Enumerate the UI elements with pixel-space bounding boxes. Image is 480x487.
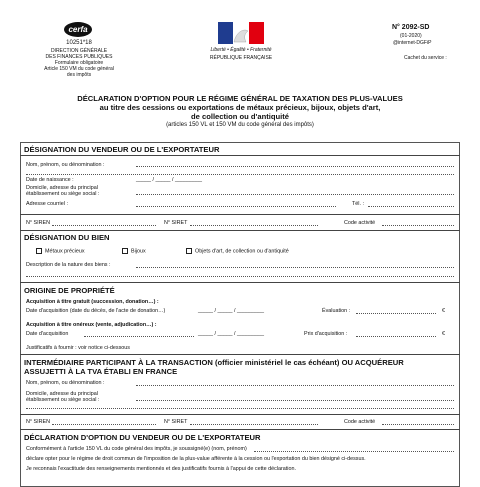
declarant-name-field[interactable] xyxy=(254,451,454,452)
paid-acquisition-title: Acquisition à titre onéreux (vente, adjudication…) : xyxy=(26,322,157,328)
section-origin-heading: ORIGINE DE PROPRIÉTÉ xyxy=(24,286,115,295)
header-line: DIRECTION GÉNÉRALE xyxy=(50,48,108,54)
title-line-4: (articles 150 VL et 150 VM du code général des impôts) xyxy=(166,122,314,128)
euro-sign: € xyxy=(442,331,445,337)
cerfa-logo: cerfa xyxy=(64,22,92,37)
free-acquisition-title: Acquisition à titre gratuit (succession, donation…) : xyxy=(26,299,159,305)
intermediary-heading-line-1: INTERMÉDIAIRE PARTICIPANT À LA TRANSACTION (officier ministériel le cas échéant) OU ACQUÉREUR xyxy=(24,358,404,367)
cachet-label: Cachet du service : xyxy=(404,55,447,61)
seller-siren-field[interactable] xyxy=(52,225,156,226)
intermediary-activity-label: Code activité xyxy=(344,419,376,425)
seller-siret-field[interactable] xyxy=(190,225,318,226)
option-label: Métaux précieux xyxy=(45,248,85,255)
option-jewelry[interactable] xyxy=(122,248,146,254)
address-line-1: Domicile, adresse du principal xyxy=(26,391,98,397)
form-date: (01-2020) xyxy=(400,33,422,39)
marianne-flag-icon xyxy=(218,22,264,44)
paid-date-dots xyxy=(84,336,194,337)
seller-address-field[interactable] xyxy=(136,194,454,195)
seller-tel-field[interactable] xyxy=(368,206,454,207)
euro-sign: € xyxy=(442,308,445,314)
header-line: Formulaire obligatoire xyxy=(54,60,104,66)
checkbox-icon[interactable] xyxy=(186,248,192,254)
intermediary-siren-label: N° SIREN xyxy=(26,419,51,425)
title-line-3: de collection ou d'antiquité xyxy=(191,112,289,121)
seller-birth-label: Date de naissance : xyxy=(26,177,74,183)
intermediary-address-field[interactable] xyxy=(136,400,454,401)
seller-email-field[interactable] xyxy=(136,206,336,207)
section-seller-heading: DÉSIGNATION DU VENDEUR OU DE L'EXPORTATEUR xyxy=(24,145,220,154)
form-number: N° 2092-SD xyxy=(392,24,430,31)
form-title xyxy=(20,94,460,130)
property-desc-field[interactable] xyxy=(136,267,454,268)
header-line: Article 150 VM du code général des impôts xyxy=(44,66,114,78)
justif-note: Justificatifs à fournir : voir notice ci-dessous xyxy=(26,345,130,351)
intermediary-siren-field[interactable] xyxy=(52,424,156,425)
declaration-line-3: Je reconnais l'exactitude des renseignements mentionnés et des justificatifs fournis à l'appui de cette déclaration. xyxy=(26,466,296,472)
section-property-heading: DÉSIGNATION DU BIEN xyxy=(24,233,110,242)
address-line-2: établissement ou siège social : xyxy=(26,397,100,403)
option-art-objects[interactable] xyxy=(186,248,289,254)
republique-label: RÉPUBLIQUE FRANÇAISE xyxy=(209,55,273,61)
section-declaration-heading: DÉCLARATION D'OPTION DU VENDEUR OU DE L'EXPORTATEUR xyxy=(24,433,261,442)
option-precious-metals[interactable] xyxy=(36,248,85,254)
checkbox-icon[interactable] xyxy=(122,248,128,254)
marianne-logo xyxy=(218,22,264,44)
address-line-2: établissement ou siège social : xyxy=(26,191,100,197)
paid-date-label: Date d'acquisition xyxy=(26,331,69,337)
checkbox-icon[interactable] xyxy=(36,248,42,254)
evaluation-label: Évaluation : xyxy=(322,308,351,314)
property-desc-label: Description de la nature des biens : xyxy=(26,262,111,268)
seller-activity-field[interactable] xyxy=(382,225,454,226)
title-line-2: au titre des cessions ou exportations de métaux précieux, bijoux, objets d'art, xyxy=(99,103,381,112)
declaration-line-2: déclare opter pour le régime de droit commun de l'imposition de la plus-value afférente à la cession ou l'exportation du bien désigné ci-dessus. xyxy=(26,456,366,462)
evaluation-field[interactable] xyxy=(356,313,436,314)
seller-email-label: Adresse courriel : xyxy=(26,201,68,207)
intermediary-activity-field[interactable] xyxy=(382,424,454,425)
marianne-motto: Liberté • Égalité • Fraternité xyxy=(210,47,272,53)
address-line-1: Domicile, adresse du principal xyxy=(26,185,98,191)
seller-address-label xyxy=(26,185,99,197)
intermediary-name-label: Nom, prénom, ou dénomination : xyxy=(26,380,105,386)
section-intermediary-heading xyxy=(24,358,404,376)
cerfa-number: 10251*18 xyxy=(66,40,92,46)
option-label: Bijoux xyxy=(131,248,146,255)
header-line: DES FINANCES PUBLIQUES xyxy=(45,54,113,60)
seller-tel-label: Tél. : xyxy=(352,201,364,207)
intermediary-siret-field[interactable] xyxy=(190,424,318,425)
title-line-1: DÉCLARATION D'OPTION POUR LE RÉGIME GÉNÉRAL DE TAXATION DES PLUS-VALUES xyxy=(77,94,403,103)
intermediary-address-label xyxy=(26,391,99,403)
left-header-lines xyxy=(40,48,118,78)
free-date-field[interactable]: _____ / _____ / _________ xyxy=(198,308,264,314)
intermediary-heading-line-2: ASSUJETTI À LA TVA ÉTABLI EN FRANCE xyxy=(24,367,178,376)
seller-siren-label: N° SIREN xyxy=(26,220,51,226)
intermediary-name-field[interactable] xyxy=(136,385,454,386)
seller-name-field[interactable] xyxy=(136,166,454,167)
declaration-line-1: Conformément à l'article 150 VL du code général des impôts, je soussigné(e) (nom, prénom) xyxy=(26,446,247,452)
intermediary-siret-label: N° SIRET xyxy=(164,419,188,425)
price-field[interactable] xyxy=(356,336,436,337)
seller-name-label: Nom, prénom, ou dénomination : xyxy=(26,162,105,168)
option-label: Objets d'art, de collection ou d'antiquité xyxy=(195,248,289,255)
seller-birth-field[interactable]: _____ / _____ / _________ xyxy=(136,177,202,183)
paid-date-field[interactable]: _____ / _____ / _________ xyxy=(198,331,264,337)
price-label: Prix d'acquisition : xyxy=(304,331,348,337)
seller-activity-label: Code activité xyxy=(344,220,376,226)
seller-siret-label: N° SIRET xyxy=(164,220,188,226)
form-source: @internet-DGFiP xyxy=(393,40,432,46)
free-date-label: Date d'acquisition (date du décès, de l'acte de donation…) xyxy=(26,308,166,314)
